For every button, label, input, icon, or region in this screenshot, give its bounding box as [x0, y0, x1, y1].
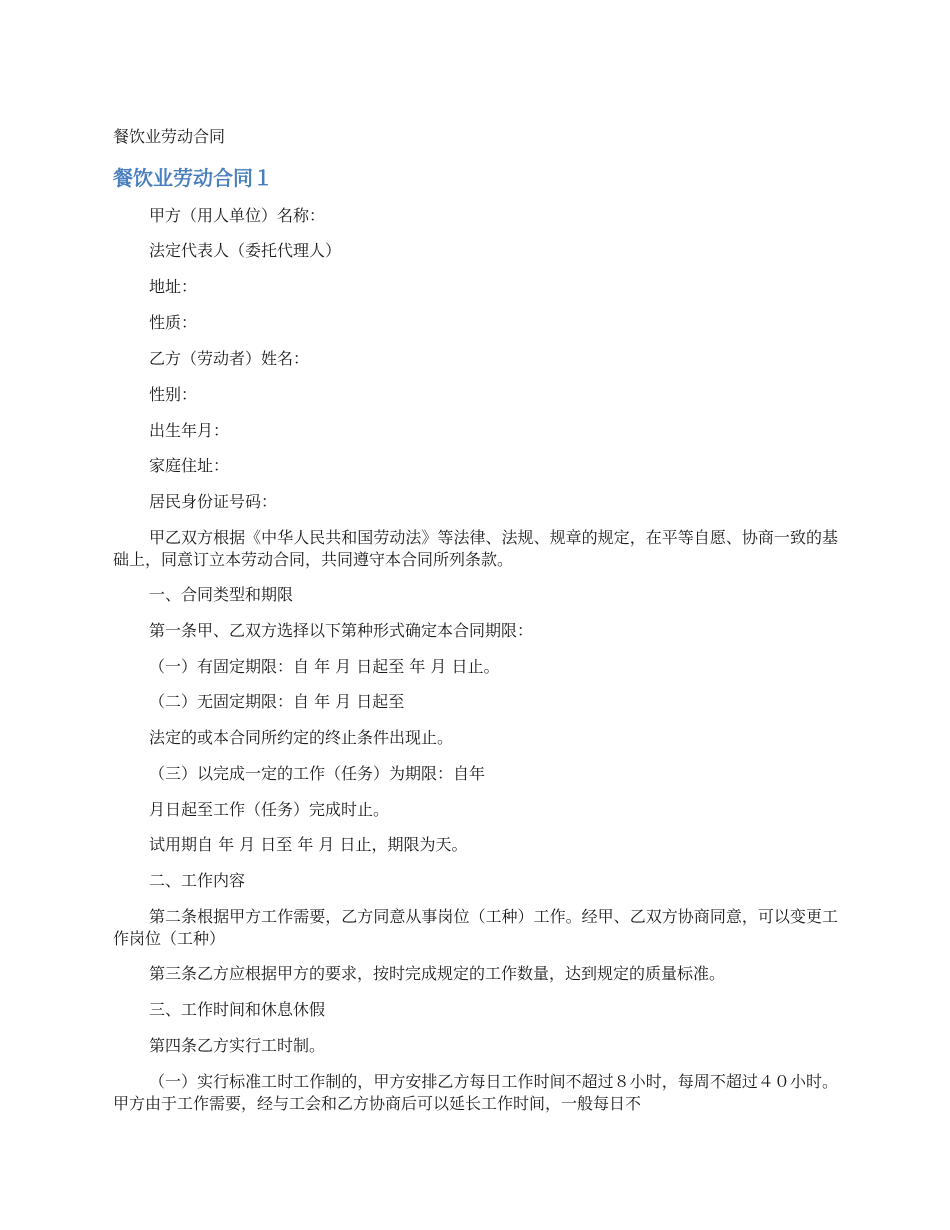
document-title: 餐饮业劳动合同 — [113, 127, 226, 146]
paragraph: 性质： — [149, 313, 198, 332]
paragraph: 乙方（劳动者）姓名： — [149, 349, 310, 368]
paragraph: 甲乙双方根据《中华人民共和国劳动法》等法律、法规、规章的规定，在平等自愿、协商一致的基础上，同意订立本劳动合同，共同遵守本合同所列条款。 — [113, 528, 838, 569]
paragraph: 试用期自 年 月 日至 年 月 日止，期限为天。 — [149, 835, 468, 854]
paragraph: 家庭住址： — [149, 456, 230, 475]
paragraph: 三、工作时间和休息休假 — [149, 1000, 326, 1019]
paragraph: （一）实行标准工时工作制的，甲方安排乙方每日工作时间不超过８小时，每周不超过４０小时。甲方由于工作需要，经与工会和乙方协商后可以延长工作时间，一般每日不 — [113, 1072, 838, 1113]
paragraph: 月日起至工作（任务）完成时止。 — [149, 800, 390, 819]
paragraph: （三）以完成一定的工作（任务）为期限：自年 — [149, 764, 486, 783]
paragraph: （二）无固定期限：自 年 月 日起至 — [149, 692, 405, 711]
paragraph: 第四条乙方实行工时制。 — [149, 1036, 326, 1055]
paragraph: 二、工作内容 — [149, 871, 246, 890]
paragraph: （一）有固定期限：自 年 月 日起至 年 月 日止。 — [149, 657, 500, 676]
paragraph: 性别： — [149, 385, 198, 404]
paragraph: 出生年月： — [149, 421, 230, 440]
paragraph: 第一条甲、乙双方选择以下第种形式确定本合同期限： — [149, 621, 534, 640]
paragraph: 法定的或本合同所约定的终止条件出现止。 — [149, 728, 454, 747]
paragraph: 第三条乙方应根据甲方的要求，按时完成规定的工作数量，达到规定的质量标准。 — [149, 964, 726, 983]
paragraph: 甲方（用人单位）名称： — [149, 206, 326, 225]
paragraph: 法定代表人（委托代理人） — [149, 241, 342, 260]
paragraph: 居民身份证号码： — [149, 492, 278, 511]
paragraph: 第二条根据甲方工作需要，乙方同意从事岗位（工种）工作。经甲、乙双方协商同意，可以变更工作岗位（工种） — [113, 907, 838, 948]
paragraph: 一、合同类型和期限 — [149, 585, 294, 604]
paragraph: 地址： — [149, 277, 198, 296]
section-heading: 餐饮业劳动合同１ — [113, 166, 273, 190]
